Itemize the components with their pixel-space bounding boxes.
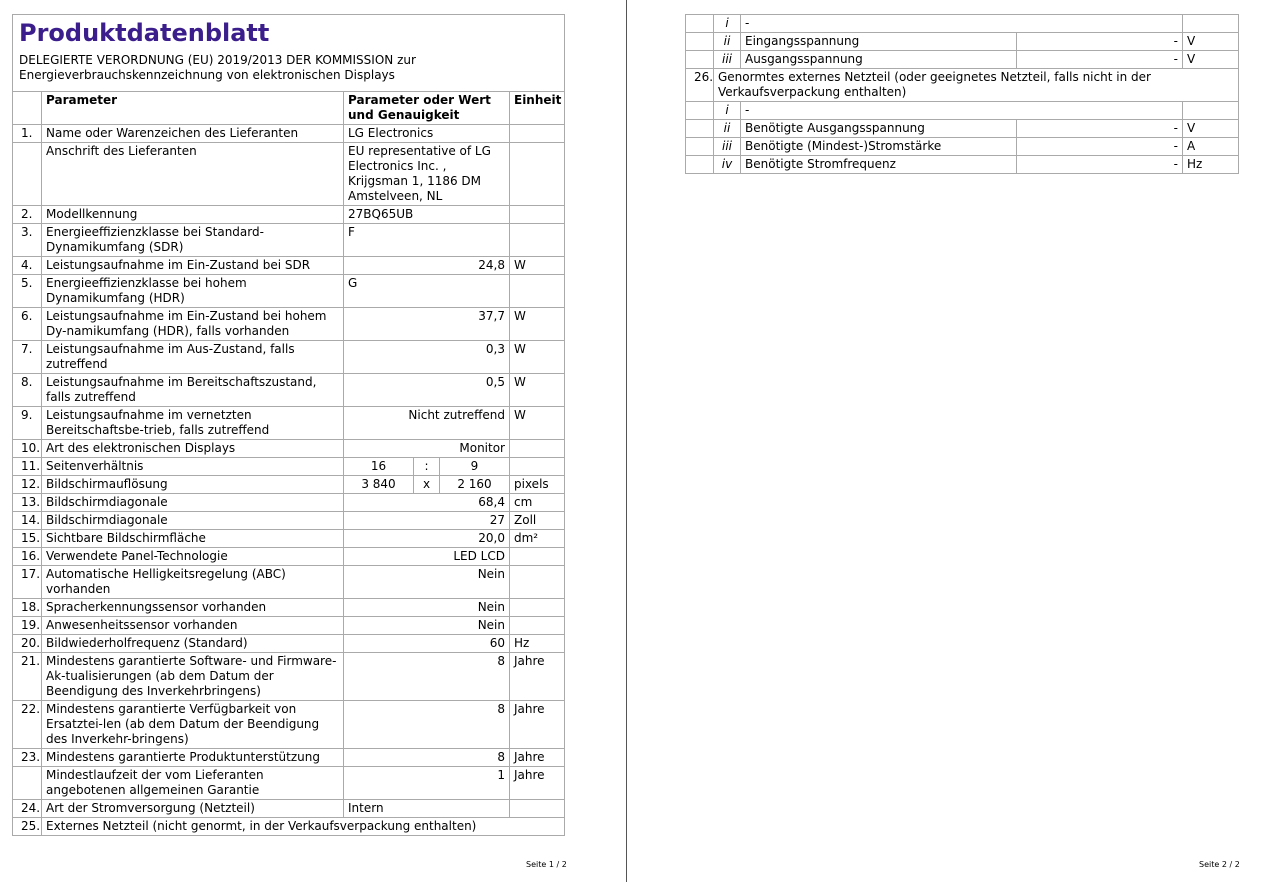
- row-unit: [1183, 15, 1239, 33]
- row-unit: pixels: [510, 476, 565, 494]
- row-value-right: 2 160: [440, 476, 510, 494]
- row-value: Nein: [344, 617, 510, 635]
- regulation-line-2: Energieverbrauchskennzeichnung von elektronischen Displays: [19, 68, 395, 82]
- row-parameter: Bildschirmdiagonale: [42, 494, 344, 512]
- row-unit: cm: [510, 494, 565, 512]
- row-number: [686, 51, 714, 69]
- row-value-right: 9: [440, 458, 510, 476]
- row-number: 22.: [13, 701, 42, 749]
- table-row: [13, 617, 565, 635]
- document-title: Produktdatenblatt: [19, 19, 270, 47]
- row-number: 9.: [13, 407, 42, 440]
- row-value-separator: :: [414, 458, 440, 476]
- row-unit: Jahre: [510, 653, 565, 701]
- row-number: [686, 33, 714, 51]
- header-parameter: Parameter: [42, 92, 344, 125]
- datasheet-table-page-1: [12, 14, 565, 836]
- row-parameter: Ausgangsspannung: [741, 51, 1017, 69]
- row-parameter: Leistungsaufnahme im Bereitschaftszustand, falls zutreffend: [42, 374, 344, 407]
- row-parameter: Spracherkennungssensor vorhanden: [42, 599, 344, 617]
- row-parameter: Bildschirmauflösung: [42, 476, 344, 494]
- row-number: 14.: [13, 512, 42, 530]
- page-1: [0, 0, 626, 882]
- row-value: 8: [344, 701, 510, 749]
- title-block: [13, 15, 565, 92]
- row-number: 2.: [13, 206, 42, 224]
- row-roman-index: ii: [714, 120, 741, 138]
- row-unit: Jahre: [510, 701, 565, 749]
- row-number: 1.: [13, 125, 42, 143]
- row-parameter: -: [741, 15, 1183, 33]
- row-unit: [510, 548, 565, 566]
- row-unit: V: [1183, 51, 1239, 69]
- row-value: -: [1017, 138, 1183, 156]
- table-row: [686, 33, 1239, 51]
- row-parameter: Art der Stromversorgung (Netzteil): [42, 800, 344, 818]
- table-row: [13, 653, 565, 701]
- row-number: 7.: [13, 341, 42, 374]
- row-value: 20,0: [344, 530, 510, 548]
- row-value: Nein: [344, 566, 510, 599]
- table-row: [686, 138, 1239, 156]
- table-row: [13, 407, 565, 440]
- row-unit: [510, 566, 565, 599]
- row-unit: V: [1183, 120, 1239, 138]
- row-value: 1: [344, 767, 510, 800]
- header-value: Parameter oder Wert und Genauigkeit: [344, 92, 510, 125]
- datasheet-table-page-2: [685, 14, 1239, 174]
- row-parameter: Modellkennung: [42, 206, 344, 224]
- table-row: [686, 156, 1239, 174]
- row-roman-index: iv: [714, 156, 741, 174]
- row-parameter: Eingangsspannung: [741, 33, 1017, 51]
- row-unit: [510, 143, 565, 206]
- row-number: 18.: [13, 599, 42, 617]
- table-row: [13, 458, 565, 476]
- row-number: [686, 102, 714, 120]
- table-row: [13, 275, 565, 308]
- row-parameter: Seitenverhältnis: [42, 458, 344, 476]
- row-value: -: [1017, 51, 1183, 69]
- row-number: 8.: [13, 374, 42, 407]
- row-value: 37,7: [344, 308, 510, 341]
- row-unit: V: [1183, 33, 1239, 51]
- table-row: [13, 635, 565, 653]
- row-value: F: [344, 224, 510, 257]
- row-number: 17.: [13, 566, 42, 599]
- row-parameter: Verwendete Panel-Technologie: [42, 548, 344, 566]
- row-value: 68,4: [344, 494, 510, 512]
- header-num: [13, 92, 42, 125]
- table-row: [13, 341, 565, 374]
- table-row: [13, 767, 565, 800]
- row-value: LG Electronics: [344, 125, 510, 143]
- row-unit: [510, 440, 565, 458]
- table-row: [686, 120, 1239, 138]
- row-parameter: Benötigte Ausgangsspannung: [741, 120, 1017, 138]
- table-row: [13, 440, 565, 458]
- table-row: [13, 206, 565, 224]
- table-row: [686, 15, 1239, 33]
- table-row: [13, 257, 565, 275]
- row-number: 5.: [13, 275, 42, 308]
- row-number: 12.: [13, 476, 42, 494]
- row-value: 27: [344, 512, 510, 530]
- table-row: [13, 800, 565, 818]
- row-unit: W: [510, 341, 565, 374]
- row-roman-index: i: [714, 15, 741, 33]
- row-parameter: Bildschirmdiagonale: [42, 512, 344, 530]
- table-row: [686, 69, 1239, 102]
- row-number: 15.: [13, 530, 42, 548]
- row-value: -: [1017, 120, 1183, 138]
- row-unit: [510, 458, 565, 476]
- row-number: 26.: [686, 69, 714, 102]
- page-2: [627, 0, 1265, 882]
- row-parameter: Name oder Warenzeichen des Lieferanten: [42, 125, 344, 143]
- row-parameter: -: [741, 102, 1183, 120]
- row-unit: Zoll: [510, 512, 565, 530]
- table-row: [13, 548, 565, 566]
- row-unit: dm²: [510, 530, 565, 548]
- row-value: 0,5: [344, 374, 510, 407]
- row-value: 27BQ65UB: [344, 206, 510, 224]
- row-unit: [510, 125, 565, 143]
- row-value: 24,8: [344, 257, 510, 275]
- row-value: Intern: [344, 800, 510, 818]
- table-row: [13, 818, 565, 836]
- row-number: 21.: [13, 653, 42, 701]
- row-value: 0,3: [344, 341, 510, 374]
- row-parameter: Energieeffizienzklasse bei hohem Dynamikumfang (HDR): [42, 275, 344, 308]
- row-unit: A: [1183, 138, 1239, 156]
- row-number: [13, 767, 42, 800]
- table-row: [686, 51, 1239, 69]
- row-parameter: Mindestens garantierte Verfügbarkeit von Ersatztei-len (ab dem Datum der Beendigung des Inverkehr-bringens): [42, 701, 344, 749]
- row-value: LED LCD: [344, 548, 510, 566]
- row-parameter: Art des elektronischen Displays: [42, 440, 344, 458]
- row-number: 11.: [13, 458, 42, 476]
- row-number: 24.: [13, 800, 42, 818]
- row-value: Nein: [344, 599, 510, 617]
- row-value: 60: [344, 635, 510, 653]
- row-number: 25.: [13, 818, 42, 836]
- row-roman-index: ii: [714, 33, 741, 51]
- row-parameter: Mindestens garantierte Produktunterstützung: [42, 749, 344, 767]
- row-number: 19.: [13, 617, 42, 635]
- row-unit: [510, 224, 565, 257]
- row-parameter: Leistungsaufnahme im Ein-Zustand bei hohem Dy-namikumfang (HDR), falls vorhanden: [42, 308, 344, 341]
- row-unit: [510, 599, 565, 617]
- row-unit: Jahre: [510, 749, 565, 767]
- row-unit: W: [510, 407, 565, 440]
- row-parameter: Leistungsaufnahme im Aus-Zustand, falls zutreffend: [42, 341, 344, 374]
- row-value: G: [344, 275, 510, 308]
- row-unit: Hz: [1183, 156, 1239, 174]
- row-roman-index: iii: [714, 138, 741, 156]
- row-unit: Hz: [510, 635, 565, 653]
- table-row: [13, 224, 565, 257]
- header-unit: Einheit: [510, 92, 565, 125]
- row-unit: W: [510, 374, 565, 407]
- row-number: 16.: [13, 548, 42, 566]
- row-unit: Jahre: [510, 767, 565, 800]
- row-number: 6.: [13, 308, 42, 341]
- row-parameter: Energieeffizienzklasse bei Standard-Dynamikumfang (SDR): [42, 224, 344, 257]
- row-parameter: Bildwiederholfrequenz (Standard): [42, 635, 344, 653]
- table-row: [13, 125, 565, 143]
- row-number: [13, 143, 42, 206]
- row-unit: [1183, 102, 1239, 120]
- row-number: 13.: [13, 494, 42, 512]
- row-parameter: Benötigte Stromfrequenz: [741, 156, 1017, 174]
- row-number: [686, 156, 714, 174]
- row-unit: W: [510, 308, 565, 341]
- row-parameter: Leistungsaufnahme im vernetzten Bereitschaftsbe-trieb, falls zutreffend: [42, 407, 344, 440]
- row-value: Nicht zutreffend: [344, 407, 510, 440]
- row-unit: W: [510, 257, 565, 275]
- row-roman-index: iii: [714, 51, 741, 69]
- table-row: [13, 494, 565, 512]
- table-row: [13, 476, 565, 494]
- table-row: [13, 530, 565, 548]
- row-number: 20.: [13, 635, 42, 653]
- row-parameter: Leistungsaufnahme im Ein-Zustand bei SDR: [42, 257, 344, 275]
- table-row: [13, 599, 565, 617]
- row-value: 8: [344, 653, 510, 701]
- row-parameter: Mindestlaufzeit der vom Lieferanten angebotenen allgemeinen Garantie: [42, 767, 344, 800]
- row-unit: [510, 617, 565, 635]
- regulation-line-1: DELEGIERTE VERORDNUNG (EU) 2019/2013 DER KOMMISSION zur: [19, 53, 416, 67]
- table-row: [13, 566, 565, 599]
- row-unit: [510, 800, 565, 818]
- row-number: [686, 138, 714, 156]
- row-number: 10.: [13, 440, 42, 458]
- table-row: [13, 308, 565, 341]
- row-value-left: 16: [344, 458, 414, 476]
- row-unit: [510, 206, 565, 224]
- row-value: Monitor: [344, 440, 510, 458]
- row-parameter: Externes Netzteil (nicht genormt, in der Verkaufsverpackung enthalten): [42, 818, 565, 836]
- row-parameter: Benötigte (Mindest-)Stromstärke: [741, 138, 1017, 156]
- row-parameter: Mindestens garantierte Software- und Firmware-Ak-tualisierungen (ab dem Datum der Beendigung des Inverkehrbringens): [42, 653, 344, 701]
- table-row: [13, 374, 565, 407]
- row-value-separator: x: [414, 476, 440, 494]
- table-row: [13, 749, 565, 767]
- row-number: [686, 120, 714, 138]
- table-row: [13, 701, 565, 749]
- row-parameter: Anschrift des Lieferanten: [42, 143, 344, 206]
- row-unit: [510, 275, 565, 308]
- row-value: 8: [344, 749, 510, 767]
- row-roman-index: i: [714, 102, 741, 120]
- row-value-left: 3 840: [344, 476, 414, 494]
- row-number: 4.: [13, 257, 42, 275]
- row-number: [686, 15, 714, 33]
- row-value: EU representative of LG Electronics Inc. , Krijgsman 1, 1186 DM Amstelveen, NL: [344, 143, 510, 206]
- row-number: 23.: [13, 749, 42, 767]
- row-parameter: Genormtes externes Netzteil (oder geeignetes Netzteil, falls nicht in der Verkaufsverpackung enthalten): [714, 69, 1239, 102]
- table-row: [13, 512, 565, 530]
- table-row: [686, 102, 1239, 120]
- row-parameter: Automatische Helligkeitsregelung (ABC) vorhanden: [42, 566, 344, 599]
- table-header-row: [13, 92, 565, 125]
- page-footer-2: Seite 2 / 2: [1199, 860, 1240, 869]
- row-value: -: [1017, 33, 1183, 51]
- table-row: [13, 143, 565, 206]
- row-parameter: Sichtbare Bildschirmfläche: [42, 530, 344, 548]
- row-number: 3.: [13, 224, 42, 257]
- row-value: -: [1017, 156, 1183, 174]
- row-parameter: Anwesenheitssensor vorhanden: [42, 617, 344, 635]
- page-footer-1: Seite 1 / 2: [526, 860, 567, 869]
